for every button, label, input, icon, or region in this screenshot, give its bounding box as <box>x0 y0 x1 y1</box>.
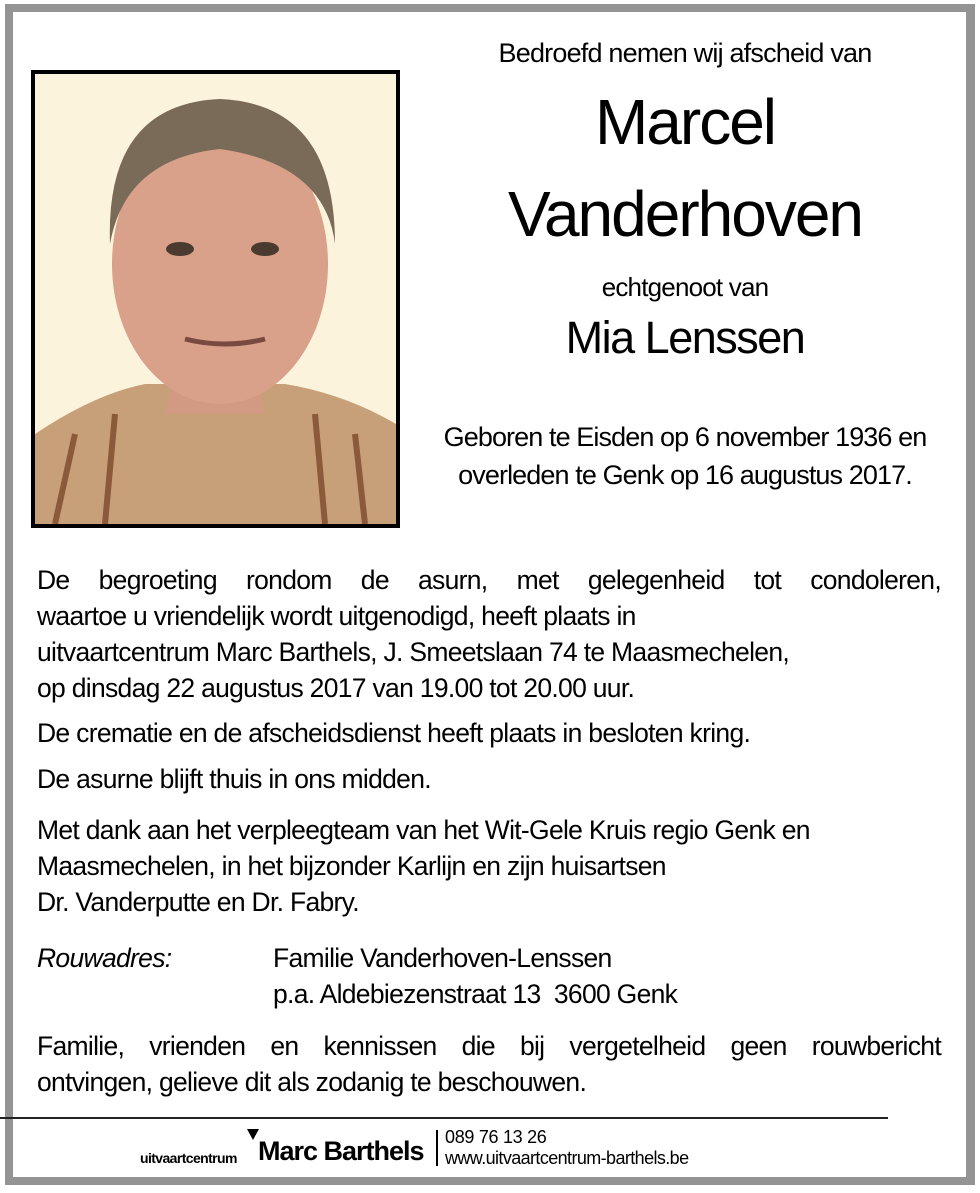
cremation-paragraph: De crematie en de afscheidsdienst heeft plaats in besloten kring. <box>37 718 751 748</box>
address-line: Familie Vanderhoven-Lenssen <box>273 943 612 973</box>
text-line: op dinsdag 22 augustus 2017 van 19.00 tot 20.00 uur. <box>37 673 635 703</box>
phone-number: 089 76 13 26 <box>445 1127 547 1147</box>
address-label: Rouwadres: <box>37 943 172 973</box>
died-line: overleden te Genk op 16 augustus 2017. <box>458 460 912 490</box>
text-line: De begroeting rondom de asurn, met gelegenheid tot condoleren, <box>37 565 941 595</box>
thanks-paragraph <box>37 812 941 920</box>
deceased-first-name: Marcel <box>594 86 776 158</box>
text-line: uitvaartcentrum Marc Barthels, J. Smeetslaan 74 te Maasmechelen, <box>37 637 790 667</box>
company-name: Marc Barthels <box>258 1136 424 1166</box>
urn-paragraph: De asurne blijft thuis in ons midden. <box>37 764 431 794</box>
address-line: p.a. Aldebiezenstraat 13 3600 Genk <box>273 979 678 1009</box>
website-link[interactable]: www.uitvaartcentrum-barthels.be <box>445 1148 689 1168</box>
portrait-icon <box>35 74 396 524</box>
footer-separator <box>436 1130 438 1166</box>
company-prefix: uitvaartcentrum <box>140 1150 237 1166</box>
born-line: Geboren te Eisden op 6 november 1936 en <box>443 422 927 452</box>
intro-text: Bedroefd nemen wij afscheid van <box>498 38 872 68</box>
text-line: waartoe u vriendelijk wordt uitgenodigd, heeft plaats in <box>37 601 636 631</box>
portrait-photo <box>31 70 400 528</box>
text-line: ontvingen, gelieve dit als zodanig te beschouwen. <box>37 1067 587 1097</box>
text-line: Familie, vrienden en kennissen die bij vergetelheid geen rouwbericht <box>37 1031 941 1061</box>
footer-divider <box>0 1117 888 1119</box>
spouse-name: Mia Lenssen <box>565 312 805 363</box>
visitation-paragraph <box>37 562 941 706</box>
mourning-address <box>37 940 941 1012</box>
birth-death-text <box>420 418 950 494</box>
deceased-last-name: Vanderhoven <box>508 178 862 250</box>
relation-text: echtgenoot van <box>601 272 769 302</box>
text-line: Maasmechelen, in het bijzonder Karlijn en zijn huisartsen <box>37 851 666 881</box>
text-line: Met dank aan het verpleegteam van het Wit-Gele Kruis regio Genk en <box>37 815 810 845</box>
text-line: Dr. Vanderputte en Dr. Fabry. <box>37 887 359 917</box>
closing-paragraph <box>37 1028 941 1100</box>
